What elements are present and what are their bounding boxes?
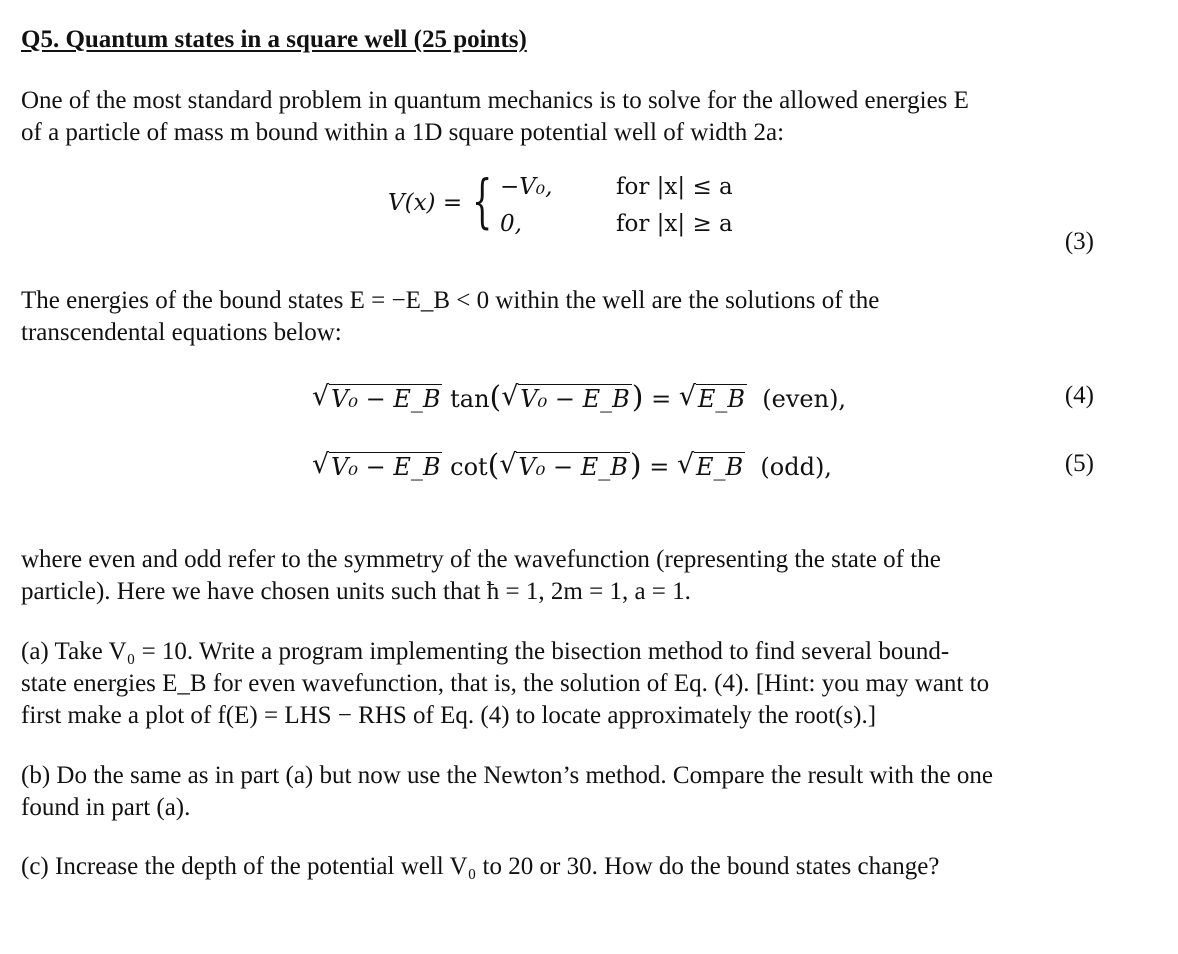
equation-4-sqrt-lhs xyxy=(312,381,442,413)
equation-3-case-1-condition: for |x| ≤ a xyxy=(616,174,733,200)
intro-line-1: One of the most standard problem in quantum mechanics is to solve for the allowed energies E xyxy=(21,87,969,114)
equation-4-label: (even), xyxy=(762,385,847,413)
equation-3-case-2-condition: for |x| ≥ a xyxy=(616,211,733,237)
open-paren-symbol: ( xyxy=(487,448,500,483)
bound-states-line-1: The energies of the bound states E = −E_B < 0 within the well are the solutions of the xyxy=(21,287,880,314)
part-a-line-3: first make a plot of f(E) = LHS − RHS of Eq. (4) to locate approximately the root(s).] xyxy=(21,702,877,729)
equation-5-sqrt-rhs xyxy=(676,449,745,481)
equation-4-sqrt-rhs-arg: E_B xyxy=(697,385,746,413)
equation-3-number: (3) xyxy=(1064,228,1094,255)
equation-5-odd xyxy=(312,448,832,483)
sqrt-symbol: √ xyxy=(499,449,517,480)
equals-symbol: = xyxy=(649,453,670,481)
equation-5-sqrt-rhs-arg: E_B xyxy=(695,453,744,481)
close-paren-symbol: ) xyxy=(631,380,644,415)
where-line-2: particle). Here we have chosen units such that ħ = 1, 2m = 1, a = 1. xyxy=(21,578,691,605)
sqrt-symbol: √ xyxy=(678,381,697,412)
where-paragraph xyxy=(21,544,941,608)
equation-5-sqrt-inner-arg: V₀ − E_B xyxy=(518,453,628,481)
where-line-1: where even and odd refer to the symmetry of the wavefunction (representing the state of the xyxy=(21,546,941,573)
equals-symbol: = xyxy=(651,385,672,413)
sqrt-symbol: √ xyxy=(676,449,695,480)
part-b-line-1: (b) Do the same as in part (a) but now use the Newton’s method. Compare the result with the one xyxy=(21,762,993,789)
sqrt-symbol: √ xyxy=(312,449,330,480)
equation-4-number: (4) xyxy=(1064,382,1094,409)
equation-4-sqrt-inner xyxy=(501,381,631,413)
sqrt-symbol: √ xyxy=(312,381,330,412)
equation-5-sqrt-inner xyxy=(499,449,629,481)
part-c-paragraph xyxy=(21,851,939,883)
part-a-paragraph xyxy=(21,636,989,732)
question-title: Q5. Quantum states in a square well (25 points) xyxy=(21,26,527,53)
equation-3-case-1-value: −V₀, xyxy=(500,174,553,200)
equation-5-function: cot xyxy=(450,453,488,481)
equation-5-sqrt-lhs xyxy=(312,449,442,481)
equation-5-label: (odd), xyxy=(760,453,832,481)
open-paren-symbol: ( xyxy=(489,380,502,415)
equation-4-function: tan xyxy=(450,385,490,413)
equation-4-sqrt-rhs xyxy=(678,381,747,413)
equation-3-case-2-value: 0, xyxy=(500,211,522,237)
part-a-line-1: (a) Take V₀ = 10. Write a program implementing the bisection method to find several bound- xyxy=(21,638,950,665)
bound-states-line-2: transcendental equations below: xyxy=(21,319,342,346)
left-brace-symbol: { xyxy=(472,167,493,235)
bound-states-paragraph xyxy=(21,285,879,349)
equation-4-sqrt-inner-arg: V₀ − E_B xyxy=(520,385,630,413)
equation-4-even xyxy=(312,380,846,415)
part-a-line-2: state energies E_B for even wavefunction, that is, the solution of Eq. (4). [Hint: you may want to xyxy=(21,670,990,697)
part-b-line-2: found in part (a). xyxy=(21,794,191,821)
part-c-line-1: (c) Increase the depth of the potential well V₀ to 20 or 30. How do the bound states change? xyxy=(21,853,940,880)
equation-5-sqrt-lhs-arg: V₀ − E_B xyxy=(331,453,441,481)
close-paren-symbol: ) xyxy=(629,448,642,483)
sqrt-symbol: √ xyxy=(501,381,519,412)
intro-paragraph xyxy=(21,85,969,149)
part-b-paragraph xyxy=(21,760,993,824)
intro-line-2: of a particle of mass m bound within a 1D square potential well of width 2a: xyxy=(21,119,785,146)
equation-5-number: (5) xyxy=(1064,450,1094,477)
equation-3-lhs: V(x) = xyxy=(388,190,463,216)
equation-4-sqrt-lhs-arg: V₀ − E_B xyxy=(331,385,441,413)
